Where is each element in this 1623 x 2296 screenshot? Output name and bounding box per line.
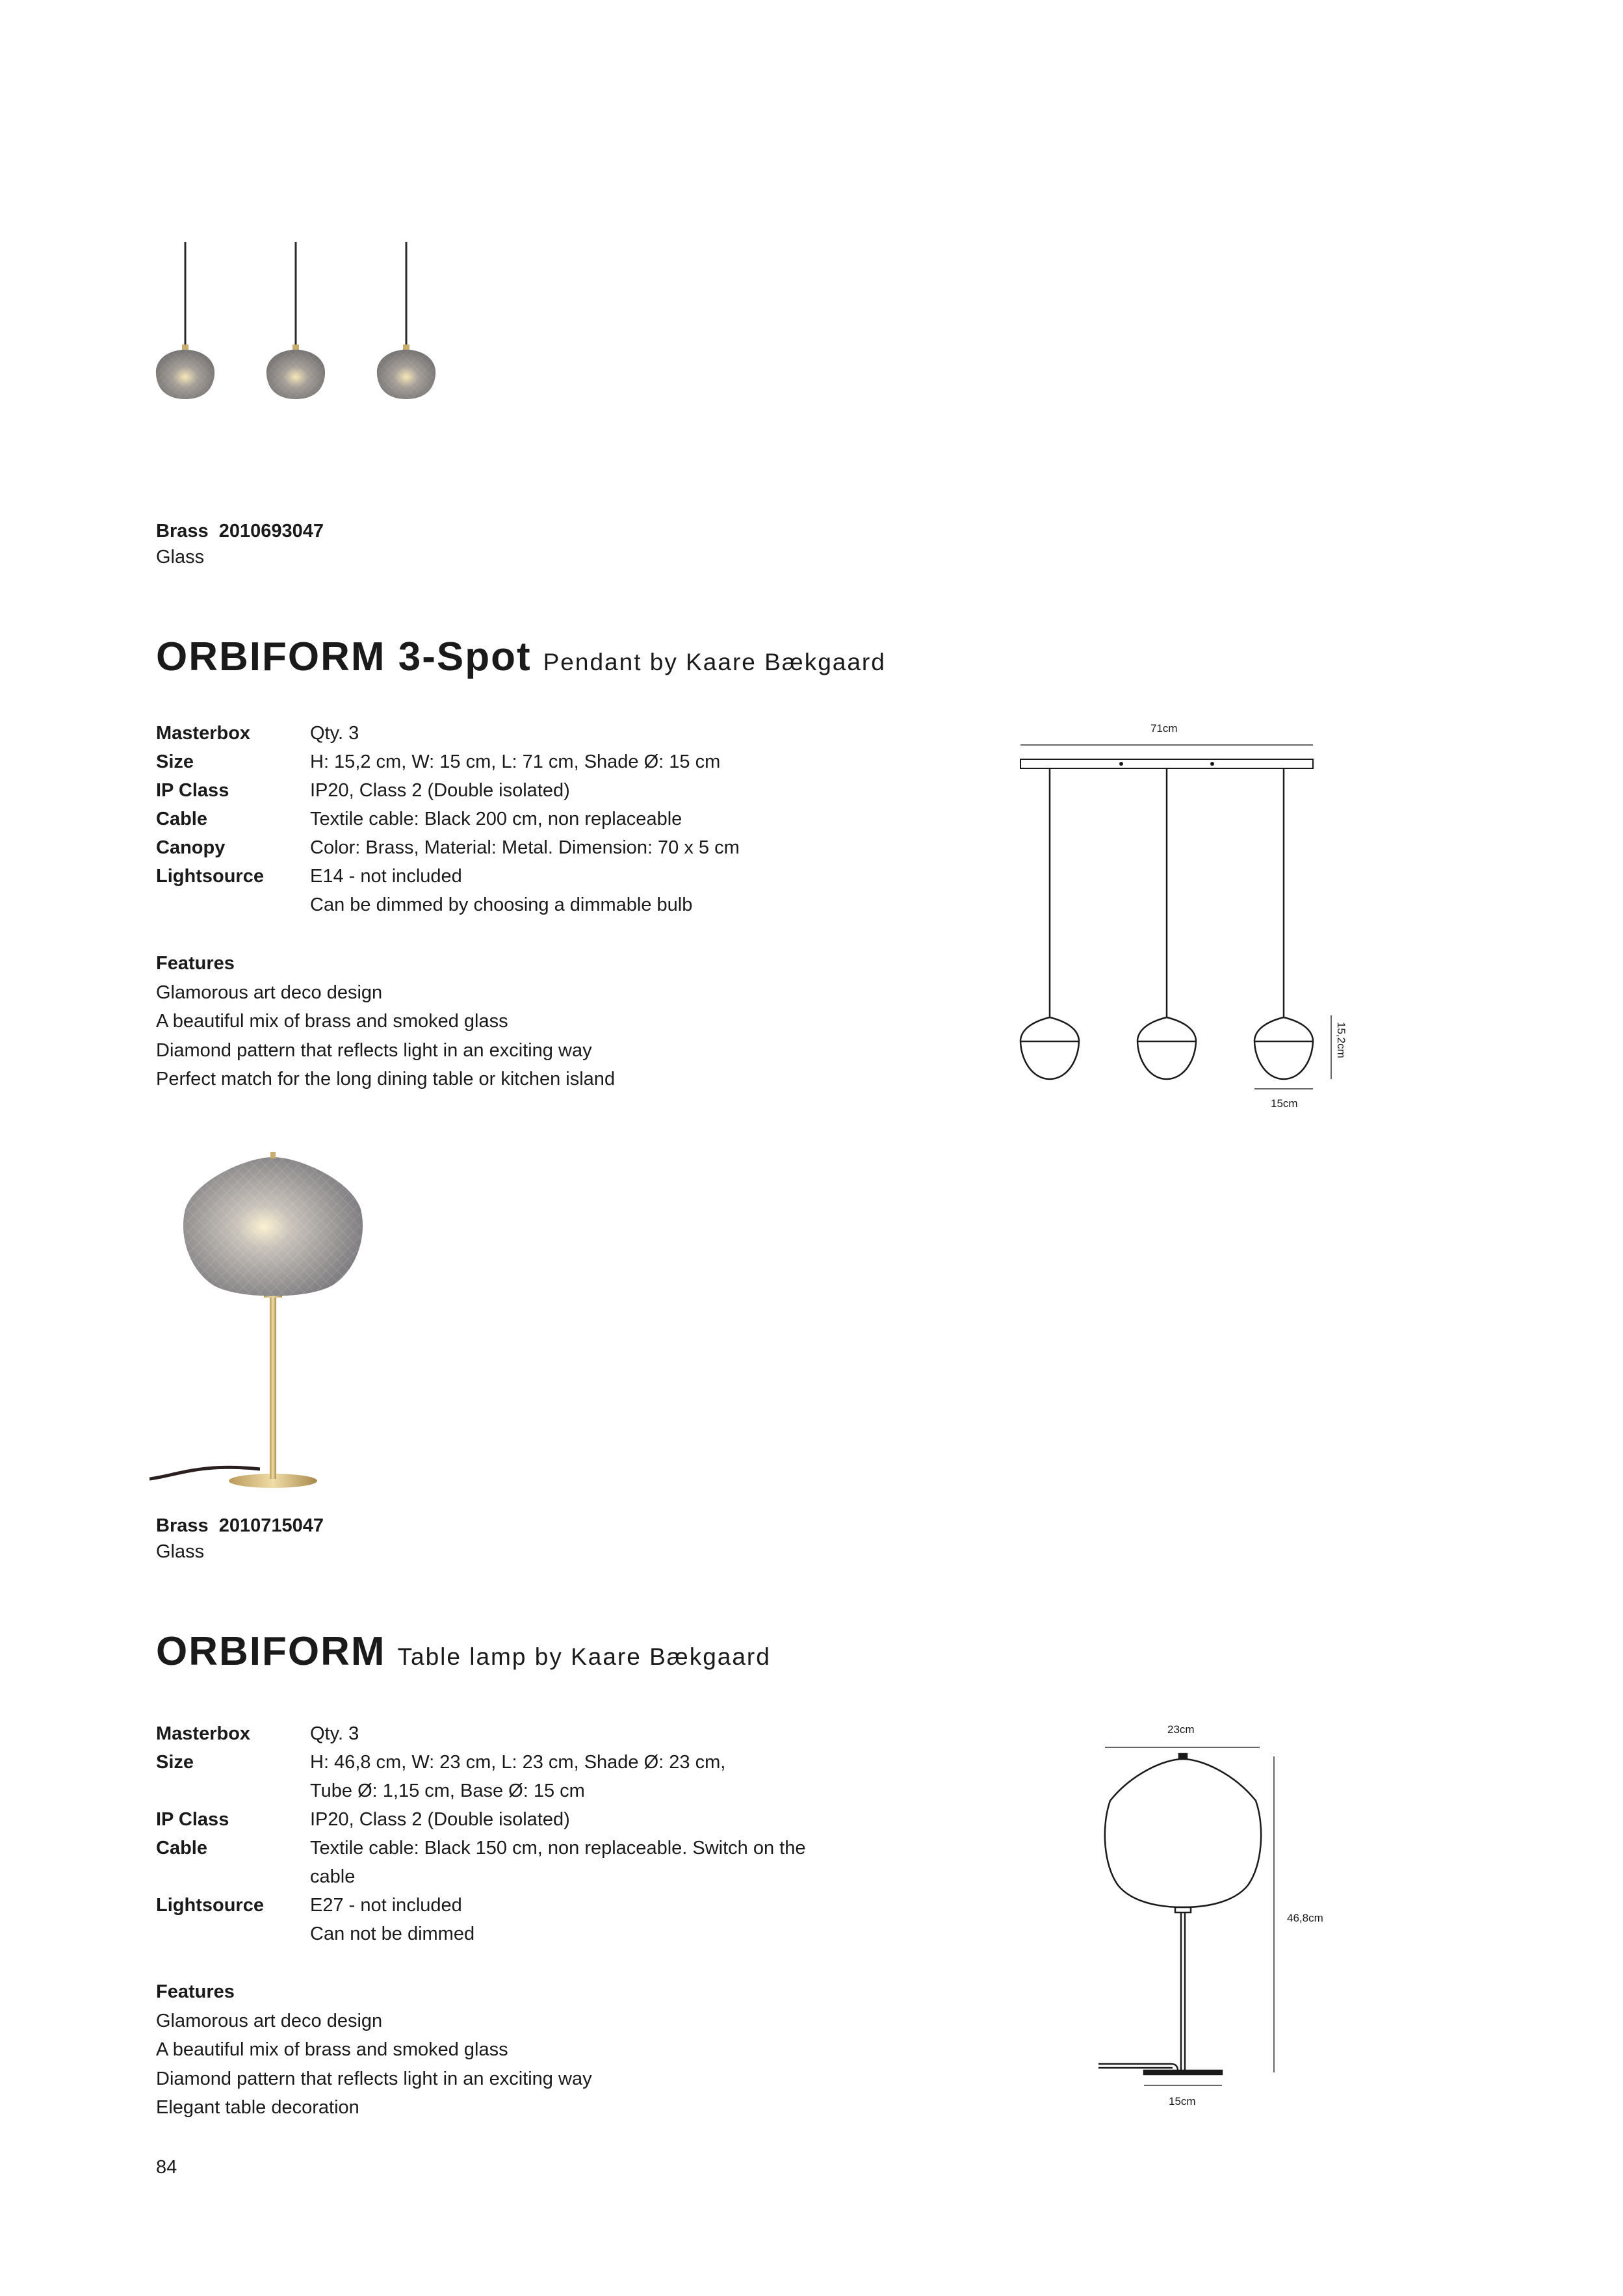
feature-item: A beautiful mix of brass and smoked glass <box>156 1011 508 1032</box>
dim-width-label: 71cm <box>1150 722 1178 735</box>
product-photo-pendant <box>149 182 448 455</box>
dim-base-label: 15cm <box>1169 2095 1196 2107</box>
product-name: ORBIFORM 3-Spot <box>156 634 532 679</box>
spec-value: H: 15,2 cm, W: 15 cm, L: 71 cm, Shade Ø: 15 cm <box>310 751 721 772</box>
features-list <box>156 949 615 1094</box>
spec-value: Textile cable: Black 150 cm, non replaceable. Switch on the <box>310 1838 806 1859</box>
product-subtitle: Pendant by Kaare Bækgaard <box>543 649 886 675</box>
spec-label: Size <box>156 1752 194 1773</box>
variant-info <box>156 1513 324 1565</box>
spec-value: E27 - not included <box>310 1895 462 1916</box>
feature-item: Glamorous art deco design <box>156 982 383 1003</box>
dim-height-label: 46,8cm <box>1287 1912 1323 1924</box>
drawing-lamp <box>1098 1754 1261 2074</box>
product-title <box>156 1628 771 1675</box>
spec-value: cable <box>310 1866 356 1887</box>
pendant-shade-3 <box>377 242 435 399</box>
spec-label: Cable <box>156 809 207 829</box>
spec-table <box>156 1719 871 1953</box>
variant-material: Glass <box>156 1541 205 1562</box>
feature-item: Diamond pattern that reflects light in an exciting way <box>156 1039 592 1061</box>
pendant-dimension-drawing <box>1007 715 1371 1131</box>
variant-code: 2010693047 <box>218 521 324 541</box>
spec-value: Can not be dimmed <box>310 1924 475 1944</box>
pendant-shade-2 <box>266 242 325 399</box>
spec-value: Qty. 3 <box>310 1723 359 1744</box>
feature-item: A beautiful mix of brass and smoked glass <box>156 2039 508 2060</box>
variant-code: 2010715047 <box>218 1515 324 1536</box>
spec-label: IP Class <box>156 1809 229 1830</box>
spec-label: IP Class <box>156 780 229 801</box>
spec-value: IP20, Class 2 (Double isolated) <box>310 1809 570 1830</box>
spec-label: Lightsource <box>156 866 264 887</box>
pendant-shade-1 <box>156 242 214 399</box>
features-heading: Features <box>156 953 235 974</box>
feature-item: Perfect match for the long dining table or kitchen island <box>156 1069 616 1089</box>
variant-color: Brass <box>156 1515 209 1536</box>
product-name: ORBIFORM <box>156 1629 386 1674</box>
spec-value: Color: Brass, Material: Metal. Dimension: 70 x 5 cm <box>310 837 740 858</box>
dim-shade-label: 15cm <box>1271 1097 1298 1110</box>
spec-table <box>156 719 871 927</box>
spec-label: Size <box>156 751 194 772</box>
drawing-shade-1 <box>1020 768 1079 1079</box>
features-heading: Features <box>156 1981 235 2002</box>
dim-width-label: 23cm <box>1167 1723 1195 1736</box>
spec-label: Canopy <box>156 837 226 858</box>
dim-height-label: 15,2cm <box>1335 1022 1347 1058</box>
spec-value: Qty. 3 <box>310 723 359 744</box>
spec-label: Masterbox <box>156 723 251 744</box>
feature-item: Elegant table decoration <box>156 2097 359 2118</box>
spec-value: H: 46,8 cm, W: 23 cm, L: 23 cm, Shade Ø: 23 cm, <box>310 1752 726 1773</box>
variant-info <box>156 518 324 570</box>
features-list <box>156 1977 592 2122</box>
variant-color: Brass <box>156 521 209 541</box>
product-photo-table-lamp <box>149 1138 409 1502</box>
feature-item: Glamorous art deco design <box>156 2010 383 2031</box>
drawing-shade-2 <box>1137 768 1196 1079</box>
spec-value: E14 - not included <box>310 866 462 887</box>
drawing-shade-3 <box>1254 768 1313 1079</box>
spec-value: Tube Ø: 1,15 cm, Base Ø: 15 cm <box>310 1781 585 1801</box>
product-title <box>156 634 886 680</box>
variant-material: Glass <box>156 547 205 567</box>
page-number: 84 <box>156 2157 177 2178</box>
feature-item: Diamond pattern that reflects light in an exciting way <box>156 2068 592 2089</box>
spec-value: IP20, Class 2 (Double isolated) <box>310 780 570 801</box>
spec-value: Can be dimmed by choosing a dimmable bulb <box>310 894 693 915</box>
spec-label: Cable <box>156 1838 207 1859</box>
product-subtitle: Table lamp by Kaare Bækgaard <box>397 1643 771 1670</box>
spec-label: Masterbox <box>156 1723 251 1744</box>
table-lamp-dimension-drawing <box>1092 1716 1352 2119</box>
spec-value: Textile cable: Black 200 cm, non replaceable <box>310 809 682 829</box>
spec-label: Lightsource <box>156 1895 264 1916</box>
